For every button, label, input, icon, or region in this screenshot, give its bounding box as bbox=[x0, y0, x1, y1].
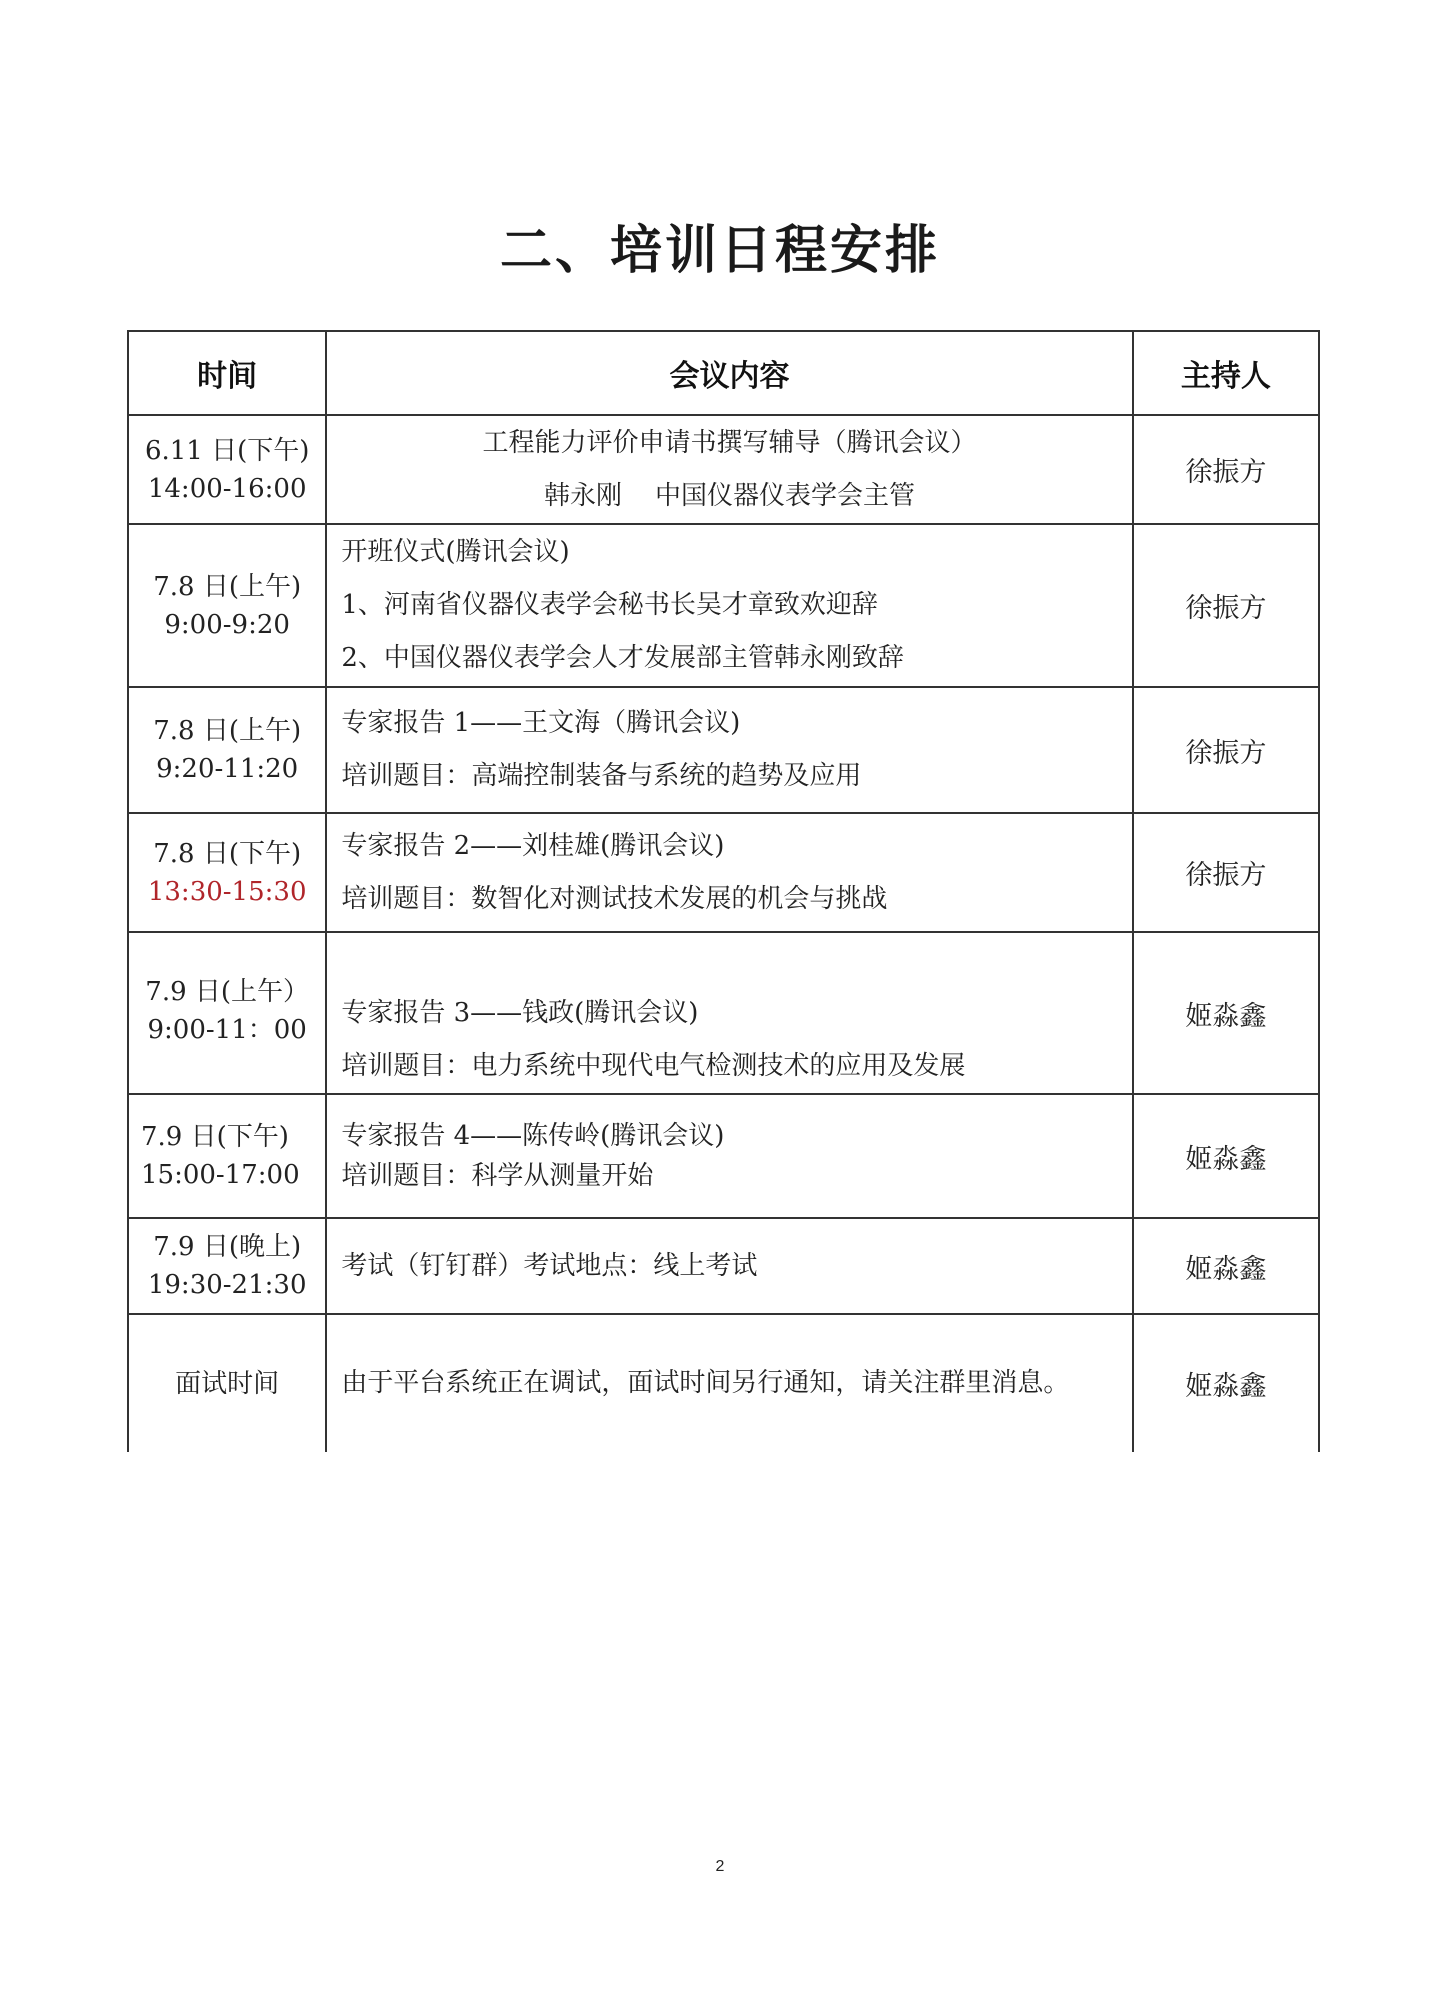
table-row bbox=[128, 1094, 1319, 1218]
time-cell bbox=[128, 687, 326, 813]
content-line: 由于平台系统正在调试，面试时间另行通知，请关注群里消息。 bbox=[341, 1368, 1070, 1398]
table-row bbox=[128, 1218, 1319, 1314]
header-time: 时间 bbox=[128, 331, 326, 415]
content-line: 2、中国仪器仪表学会人才发展部主管韩永刚致辞 bbox=[341, 643, 904, 673]
table-header-row bbox=[128, 331, 1319, 415]
content-line: 开班仪式(腾讯会议) bbox=[341, 537, 570, 567]
time-date: 7.8 日(上午) bbox=[153, 716, 302, 746]
time-cell bbox=[128, 1094, 326, 1218]
time-date: 7.8 日(下午) bbox=[153, 838, 302, 869]
host-cell: 徐振方 bbox=[1133, 813, 1319, 932]
host-cell: 姬淼鑫 bbox=[1133, 1094, 1319, 1218]
content-line: 工程能力评价申请书撰写辅导（腾讯会议） bbox=[482, 427, 977, 458]
time-cell bbox=[128, 524, 326, 687]
content-line: 韩永刚 中国仪器仪表学会主管 bbox=[543, 480, 916, 511]
time-cell bbox=[128, 415, 326, 524]
content-line: 培训题目：电力系统中现代电气检测技术的应用及发展 bbox=[341, 1051, 966, 1081]
content-cell bbox=[326, 415, 1132, 524]
content-cell bbox=[326, 687, 1132, 813]
table-row bbox=[128, 524, 1319, 687]
time-range: 15:00-17:00 bbox=[141, 1160, 300, 1190]
content-cell bbox=[326, 524, 1132, 687]
schedule-table bbox=[127, 330, 1320, 1452]
table-row bbox=[128, 1314, 1319, 1452]
content-cell bbox=[326, 813, 1132, 932]
time-range: 9:20-11:20 bbox=[156, 754, 299, 784]
time-date: 7.9 日(下午) bbox=[141, 1122, 289, 1152]
time-label: 面试时间 bbox=[175, 1369, 280, 1399]
content-cell bbox=[326, 1094, 1132, 1218]
header-host: 主持人 bbox=[1133, 331, 1319, 415]
content-line: 培训题目：高端控制装备与系统的趋势及应用 bbox=[341, 761, 862, 791]
content-line: 专家报告 3——钱政(腾讯会议) bbox=[341, 998, 699, 1028]
content-cell bbox=[326, 1218, 1132, 1314]
host-cell: 姬淼鑫 bbox=[1133, 1314, 1319, 1452]
table-row bbox=[128, 415, 1319, 524]
time-range: 9:00-11：00 bbox=[147, 1015, 307, 1045]
time-date: 7.9 日(上午） bbox=[145, 977, 310, 1007]
table-row bbox=[128, 932, 1319, 1094]
content-line: 专家报告 2——刘桂雄(腾讯会议) bbox=[341, 830, 725, 861]
host-cell: 姬淼鑫 bbox=[1133, 932, 1319, 1094]
content-line: 专家报告 1——王文海（腾讯会议) bbox=[341, 708, 741, 738]
header-content: 会议内容 bbox=[326, 331, 1132, 415]
table-row bbox=[128, 687, 1319, 813]
time-cell bbox=[128, 813, 326, 932]
table-row bbox=[128, 813, 1319, 932]
host-cell: 徐振方 bbox=[1133, 415, 1319, 524]
time-date: 7.8 日(上午) bbox=[153, 571, 302, 602]
content-line: 培训题目：科学从测量开始 bbox=[341, 1161, 654, 1191]
time-date: 7.9 日(晚上) bbox=[153, 1232, 302, 1262]
host-cell: 姬淼鑫 bbox=[1133, 1218, 1319, 1314]
time-cell bbox=[128, 932, 326, 1094]
content-line: 1、河南省仪器仪表学会秘书长吴才章致欢迎辞 bbox=[341, 590, 878, 620]
host-cell: 徐振方 bbox=[1133, 687, 1319, 813]
time-range: 19:30-21:30 bbox=[147, 1270, 307, 1300]
time-cell bbox=[128, 1314, 326, 1452]
time-range: 9:00-9:20 bbox=[164, 609, 290, 640]
content-cell bbox=[326, 1314, 1132, 1452]
page-number: 2 bbox=[715, 1858, 725, 1875]
content-line: 专家报告 4——陈传岭(腾讯会议) bbox=[341, 1121, 725, 1151]
content-cell bbox=[326, 932, 1132, 1094]
page-title: 二、培训日程安排 bbox=[499, 221, 940, 281]
time-range-highlighted: 13:30-15:30 bbox=[147, 876, 307, 907]
host-cell: 徐振方 bbox=[1133, 524, 1319, 687]
time-cell bbox=[128, 1218, 326, 1314]
content-line: 考试（钉钉群）考试地点：线上考试 bbox=[341, 1250, 758, 1281]
content-line: 培训题目：数智化对测试技术发展的机会与挑战 bbox=[341, 883, 888, 914]
time-date: 6.11 日(下午) bbox=[144, 435, 310, 466]
time-range: 14:00-16:00 bbox=[147, 473, 307, 504]
